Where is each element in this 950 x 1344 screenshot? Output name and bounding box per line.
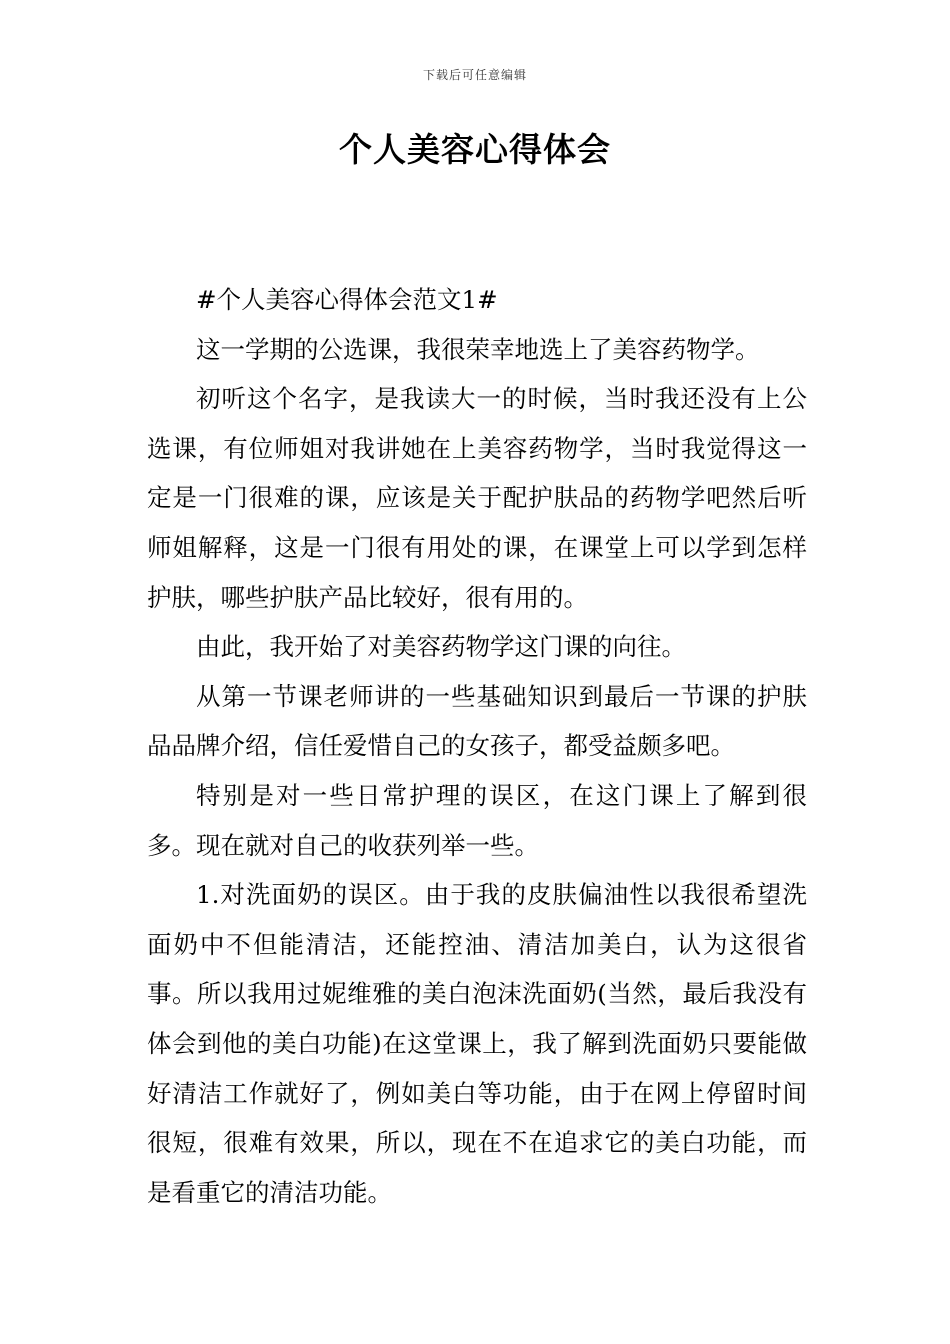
document-body <box>147 275 807 1217</box>
document-title: 个人美容心得体会 <box>339 130 611 169</box>
paragraph: 特别是对一些日常护理的误区，在这门课上了解到很多。现在就对自己的收获列举一些。 <box>147 780 807 860</box>
page-header-note: 下载后可任意编辑 <box>422 68 527 82</box>
paragraph: 初听这个名字，是我读大一的时候，当时我还没有上公选课，有位师姐对我讲她在上美容药物学，当时我觉得这一定是一门很难的课，应该是关于配护肤品的药物学吧然后听师姐解释，这是一门很有用处的课，在课堂上可以学到怎样护肤，哪些护肤产品比较好，很有用的。 <box>147 384 807 612</box>
paragraph: 这一学期的公选课，我很荣幸地选上了美容药物学。 <box>196 334 760 364</box>
paragraph: 从第一节课老师讲的一些基础知识到最后一节课的护肤品品牌介绍，信任爱惜自己的女孩子，都受益颇多吧。 <box>147 681 807 761</box>
paragraph: 1.对洗面奶的误区。由于我的皮肤偏油性以我很希望洗面奶中不但能清洁，还能控油、清洁加美白，认为这很省事。所以我用过妮维雅的美白泡沫洗面奶(当然，最后我没有体会到他的美白功能)在这堂课上，我了解到洗面奶只要能做好清洁工作就好了，例如美白等功能，由于在网上停留时间很短，很难有效果，所以，现在不在追求它的美白功能，而是看重它的清洁功能。 <box>147 880 807 1207</box>
paragraph-section-heading: #个人美容心得体会范文1# <box>196 285 498 314</box>
paragraph: 由此，我开始了对美容药物学这门课的向往。 <box>196 632 686 662</box>
